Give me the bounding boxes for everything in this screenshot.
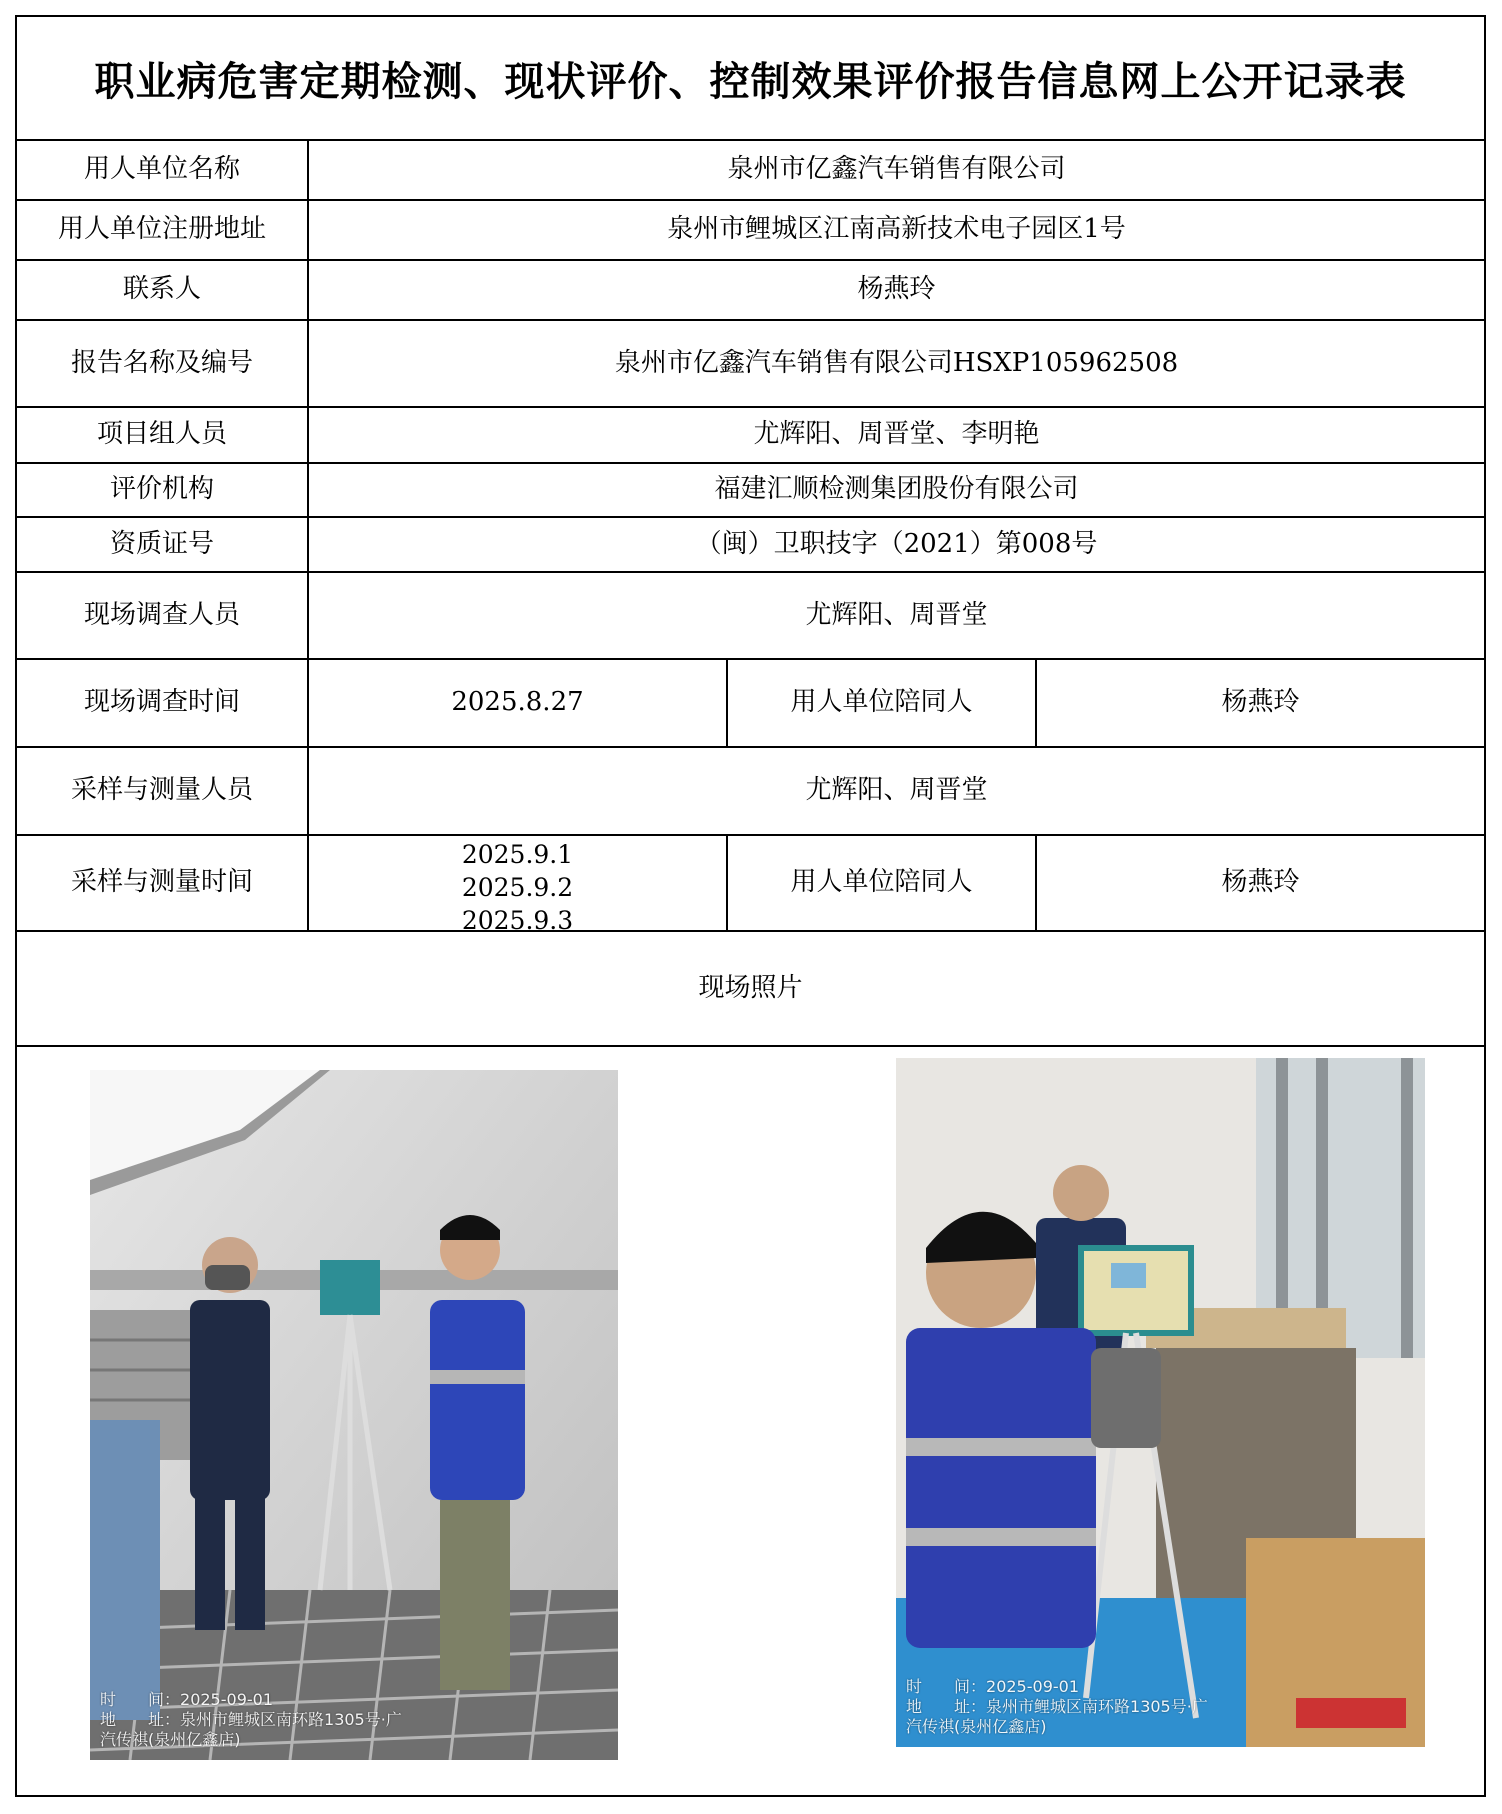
sampling-staff-value: 尤辉阳、周晋堂	[805, 775, 988, 806]
address-label: 地 址：	[100, 1710, 181, 1729]
contact-label: 联系人	[122, 274, 201, 305]
agency-label: 评价机构	[109, 474, 214, 505]
sampling-date: 2025.9.1	[461, 840, 574, 869]
photo-address: 泉州市鲤城区南环路1305号·广	[986, 1697, 1208, 1716]
survey-staff-value: 尤辉阳、周晋堂	[805, 599, 988, 630]
workshop-photo-icon	[896, 1058, 1425, 1747]
survey-time-value: 2025.8.27	[451, 687, 584, 718]
photo-time: 2025-09-01	[180, 1690, 273, 1709]
site-photo-2	[896, 1058, 1425, 1747]
sampling-dates	[309, 836, 726, 930]
sampling-date: 2025.9.3	[461, 906, 574, 930]
project-team-label: 项目组人员	[96, 419, 227, 450]
employer-address-label: 用人单位注册地址	[57, 214, 266, 245]
photo-time: 2025-09-01	[986, 1677, 1079, 1696]
project-team-value: 尤辉阳、周晋堂、李明艳	[753, 419, 1040, 450]
time-label: 时 间：	[100, 1690, 181, 1709]
report-value: 泉州市亿鑫汽车销售有限公司HSXP105962508	[614, 347, 1179, 378]
sampling-time-label: 采样与测量时间	[70, 867, 253, 898]
sampling-companion-value: 杨燕玲	[1221, 867, 1300, 898]
employer-address-value: 泉州市鲤城区江南高新技术电子园区1号	[667, 214, 1126, 245]
photo-1-watermark	[100, 1690, 402, 1750]
address-label: 地 址：	[906, 1697, 987, 1716]
photo-2-watermark	[906, 1677, 1208, 1737]
sampling-staff-label: 采样与测量人员	[70, 775, 253, 806]
sampling-date: 2025.9.2	[461, 873, 574, 902]
certificate-value: （闽）卫职技字（2021）第008号	[695, 528, 1098, 559]
survey-companion-label: 用人单位陪同人	[790, 687, 973, 718]
agency-value: 福建汇顺检测集团股份有限公司	[714, 474, 1079, 505]
photo-address: 泉州市鲤城区南环路1305号·广	[180, 1710, 402, 1729]
employer-name-label: 用人单位名称	[83, 154, 240, 185]
photo-address-cont: 汽传祺(泉州亿鑫店)	[100, 1730, 241, 1749]
spray-booth-photo-icon	[90, 1070, 618, 1760]
employer-name-value: 泉州市亿鑫汽车销售有限公司	[727, 154, 1066, 185]
survey-staff-label: 现场调查人员	[83, 599, 240, 630]
site-photo-1	[90, 1070, 618, 1760]
certificate-label: 资质证号	[109, 528, 214, 559]
page-title: 职业病危害定期检测、现状评价、控制效果评价报告信息网上公开记录表	[94, 57, 1407, 105]
survey-companion-value: 杨燕玲	[1221, 687, 1300, 718]
sampling-companion-label: 用人单位陪同人	[790, 867, 973, 898]
report-label: 报告名称及编号	[70, 347, 253, 378]
contact-value: 杨燕玲	[857, 274, 936, 305]
photos-section-label: 现场照片	[698, 972, 803, 1003]
divider	[15, 1045, 1486, 1047]
survey-time-label: 现场调查时间	[83, 687, 240, 718]
time-label: 时 间：	[906, 1677, 987, 1696]
photo-address-cont: 汽传祺(泉州亿鑫店)	[906, 1717, 1047, 1736]
